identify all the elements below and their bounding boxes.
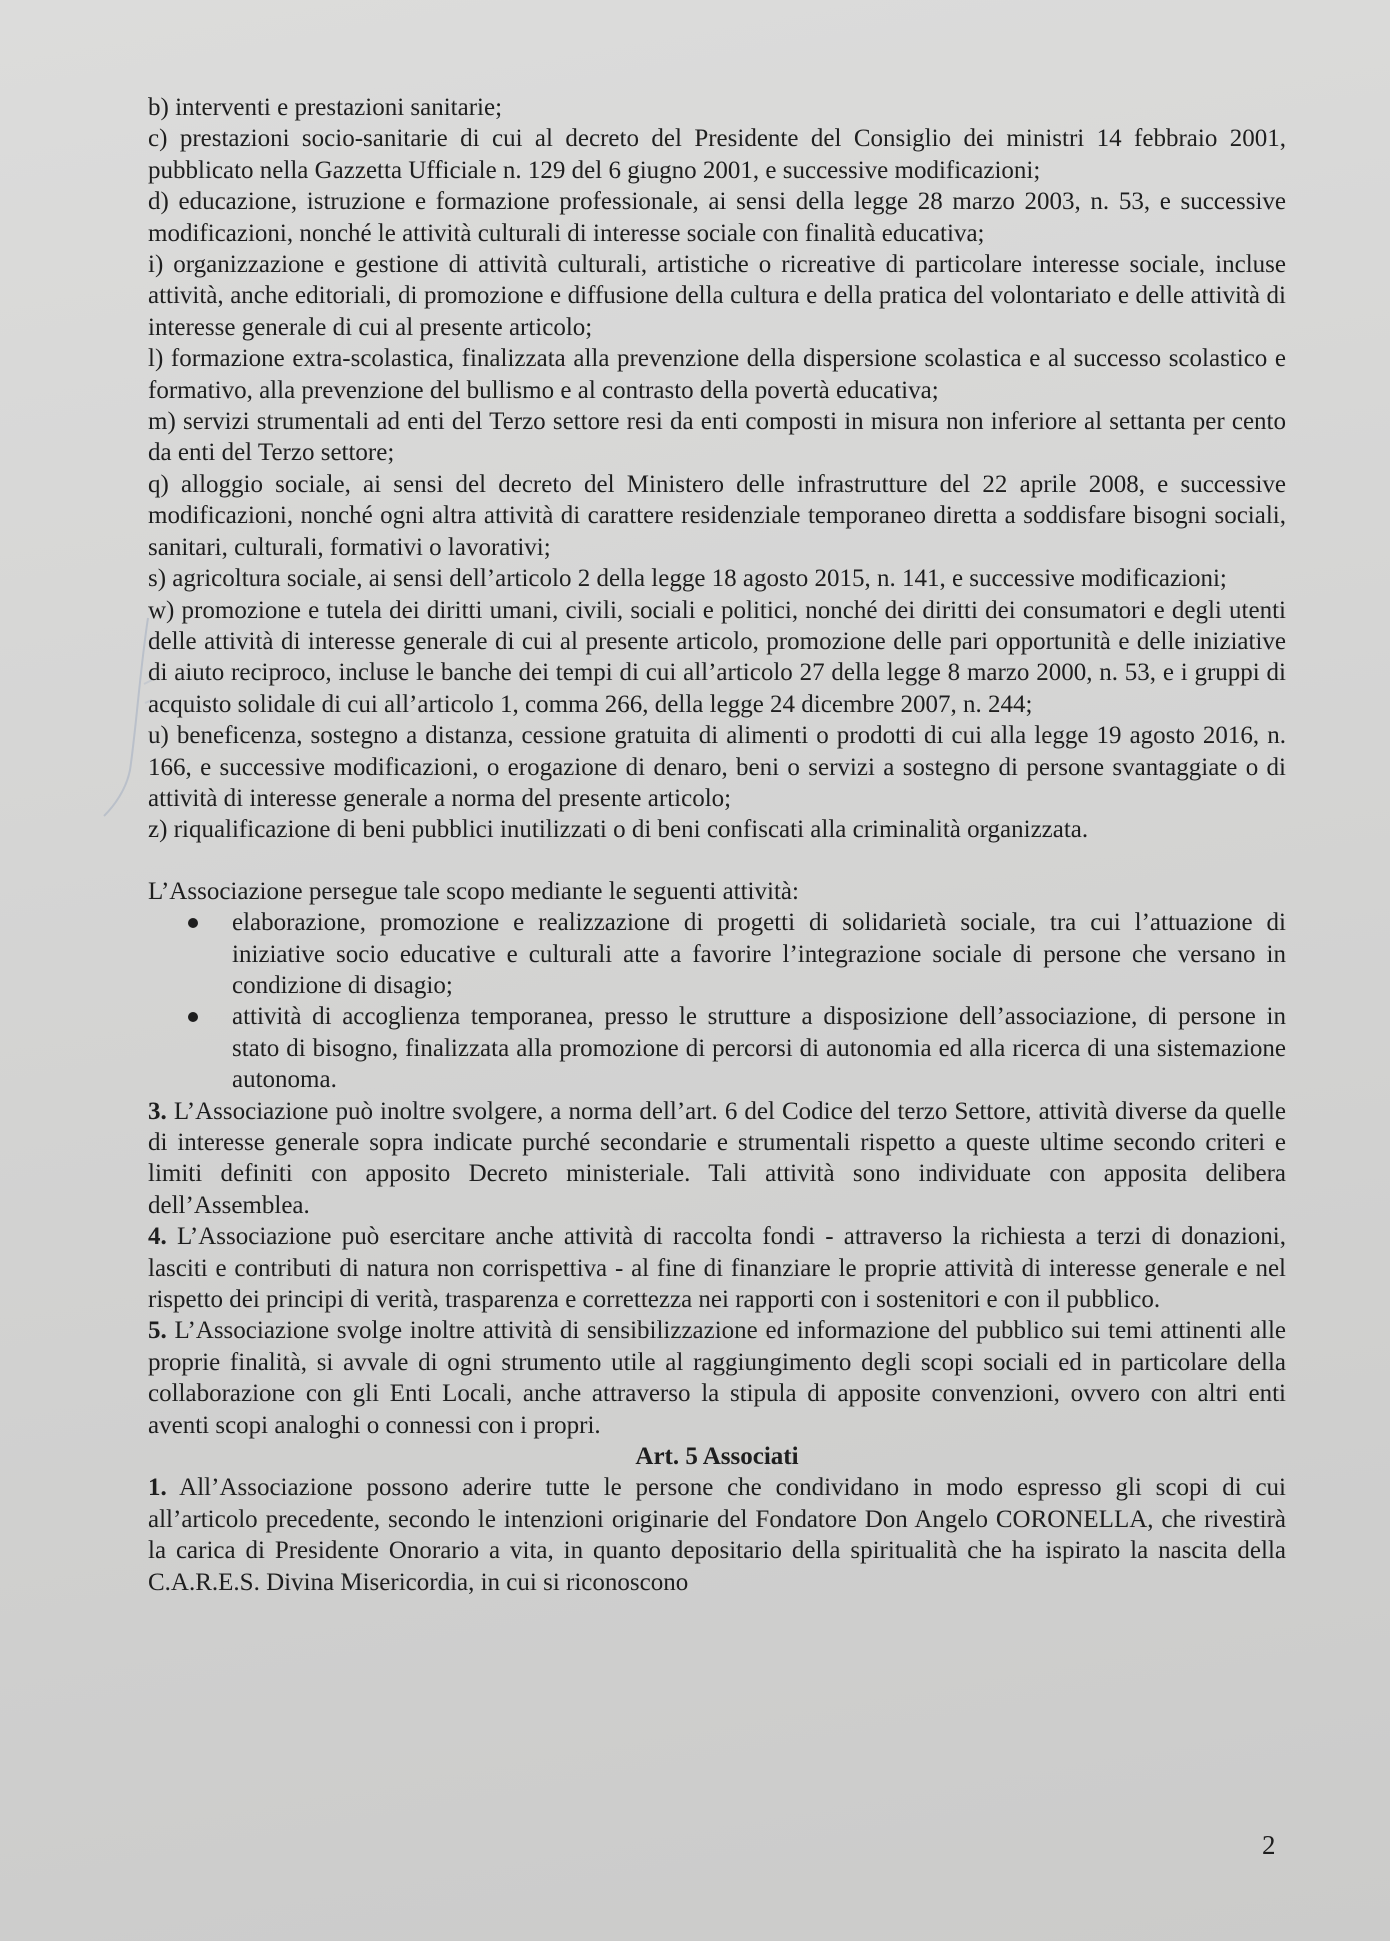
list-item-m: m) servizi strumentali ad enti del Terzo settore resi da enti composti in misura non inferiore al settanta per cento da enti del Terzo settore; (148, 408, 1286, 467)
article5-paragraph-1 (148, 1472, 1286, 1598)
numbered-paragraphs (148, 1096, 1286, 1441)
activities-intro: L’Associazione persegue tale scopo mediante le seguenti attività: (148, 877, 799, 905)
paragraph-number: 3. (148, 1097, 167, 1125)
article-title: Art. 5 Associati (635, 1443, 799, 1471)
activity-text: attività di accoglienza temporanea, presso le strutture a disposizione dell’associazione, di persone in stato di bisogno, finalizzata alla promozione di percorsi di autonomia ed alla ricerca di una sistemazione autonoma. (232, 1003, 1286, 1094)
list-item-i: i) organizzazione e gestione di attività culturali, artistiche o ricreative di particolare interesse sociale, incluse attività, anche editoriali, di promozione e diffusione della cultura e della pratica del volontariato e delle attività di interesse generale di cui al presente articolo; (148, 251, 1286, 341)
list-item-u: u) beneficenza, sostegno a distanza, cessione gratuita di alimenti o prodotti di cui alla legge 19 agosto 2016, n. 166, e successive modificazioni, o erogazione di denaro, beni o servizi a sostegno di persone svantaggiate o di attività di interesse generale a norma del presente articolo; (148, 722, 1286, 812)
list-item-l: l) formazione extra-scolastica, finalizzata alla prevenzione della dispersione scolastica e al successo scolastico e formativo, alla prevenzione del bullismo e al contrasto della povertà educativa; (148, 345, 1286, 404)
list-items (148, 92, 1286, 846)
activities-list (148, 907, 1286, 1095)
bullet-icon (188, 1012, 198, 1022)
paragraph-3 (148, 1096, 1286, 1222)
bullet-icon (188, 918, 198, 928)
paragraph-number: 5. (148, 1317, 167, 1345)
list-item-z: z) riqualificazione di beni pubblici inutilizzati o di beni confiscati alla criminalità organizzata. (148, 816, 1089, 844)
activity-item (232, 907, 1286, 1001)
list-item-c: c) prestazioni socio-sanitarie di cui al decreto del Presidente del Consiglio dei ministri 14 febbraio 2001, pubblicato nella Gazzetta Ufficiale n. 129 del 6 giugno 2001, e successive modificazioni; (148, 125, 1286, 184)
list-item-s: s) agricoltura sociale, ai sensi dell’articolo 2 della legge 18 agosto 2015, n. 141, e successive modificazioni; (148, 565, 1227, 593)
paragraph-text: L’Associazione svolge inoltre attività di sensibilizzazione ed informazione del pubblico sui temi attinenti alle proprie finalità, si avvale di ogni strumento utile al raggiungimento degli scopi sociali ed in particolare della collaborazione con gli Enti Locali, anche attraverso la stipula di apposite convenzioni, ovvero con altri enti aventi scopi analoghi o connessi con i propri. (148, 1317, 1286, 1439)
paragraph-5 (148, 1315, 1286, 1441)
paragraph-text: L’Associazione può inoltre svolgere, a norma dell’art. 6 del Codice del terzo Settore, attività diverse da quelle di interesse generale sopra indicate purché secondarie e strumentali rispetto a queste ultime secondo criteri e limiti definiti con apposito Decreto ministeriale. Tali attività sono individuate con apposita delibera dell’Assemblea. (148, 1097, 1287, 1219)
list-item-q: q) alloggio sociale, ai sensi del decreto del Ministero delle infrastrutture del 22 aprile 2008, e successive modificazioni, nonché ogni altra attività di carattere residenziale temporaneo diretta a soddisfare bisogni sociali, sanitari, culturali, formativi o lavorativi; (148, 470, 1286, 561)
list-item-d: d) educazione, istruzione e formazione professionale, ai sensi della legge 28 marzo 2003, n. 53, e successive modificazioni, nonché le attività culturali di interesse sociale con finalità educativa; (148, 188, 1286, 247)
paragraph-number: 4. (148, 1223, 167, 1251)
activity-text: elaborazione, promozione e realizzazione di progetti di solidarietà sociale, tra cui l’attuazione di iniziative socio educative e culturali atte a favorire l’integrazione sociale di persone che versano in condizione di disagio; (232, 909, 1286, 999)
activity-item (232, 1001, 1286, 1095)
document-page (148, 92, 1286, 1598)
list-item-b: b) interventi e prestazioni sanitarie; (148, 94, 503, 121)
paragraph-4 (148, 1221, 1286, 1315)
list-item-w: w) promozione e tutela dei diritti umani, civili, sociali e politici, nonché dei diritti dei consumatori e degli utenti delle attività di interesse generale di cui al presente articolo, promozione delle pari opportunità e delle iniziative di aiuto reciproco, incluse le banche dei tempi di cui all’articolo 27 della legge 8 marzo 2000, n. 53, e i gruppi di acquisto solidale di cui all’articolo 1, comma 266, della legge 24 dicembre 2007, n. 244; (148, 596, 1286, 718)
activities-section (148, 876, 1286, 1096)
paragraph-text: L’Associazione può esercitare anche attività di raccolta fondi - attraverso la richiesta a terzi di donazioni, lasciti e contributi di natura non corrispettiva - al fine di finanziare le proprie attività di interesse generale e nel rispetto dei principi di verità, trasparenza e correttezza nei rapporti con i sostenitori e con il pubblico. (148, 1223, 1286, 1314)
paragraph-text: All’Associazione possono aderire tutte le persone che condividano in modo espresso gli scopi di cui all’articolo precedente, secondo le intenzioni originarie del Fondatore Don Angelo CORONELLA, che rivestirà la carica di Presidente Onorario a vita, in quanto depositario della spiritualità che ha ispirato la nascita della C.A.R.E.S. Divina Misericordia, in cui si riconoscono (148, 1474, 1286, 1596)
page-number: 2 (1262, 1830, 1276, 1860)
paragraph-number: 1. (148, 1474, 167, 1502)
